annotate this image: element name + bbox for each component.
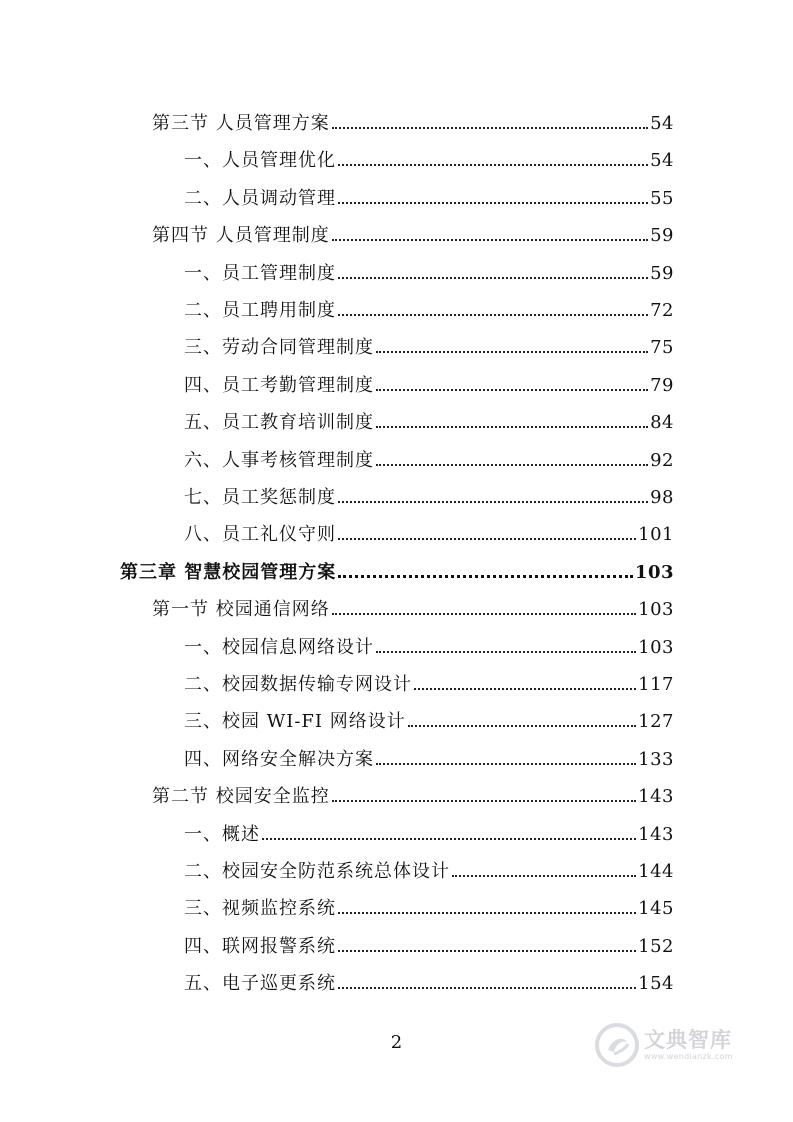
toc-dot-leader: [338, 313, 648, 316]
toc-entry-label: 第一节 校园通信网络: [152, 599, 330, 621]
toc-entry-label: 第四节 人员管理制度: [152, 225, 330, 247]
toc-dot-leader: [376, 650, 636, 653]
toc-entry-page: 72: [650, 300, 674, 321]
toc-dot-leader: [452, 874, 636, 877]
toc-dot-leader: [414, 687, 636, 690]
toc-entry-section[interactable]: [152, 591, 674, 621]
toc-entry-label: 一、人员管理优化: [184, 150, 336, 172]
toc-entry-page: 59: [650, 262, 674, 284]
toc-entry-section[interactable]: [152, 217, 674, 247]
toc-entry-page: 79: [650, 374, 674, 396]
toc-entry-page: 54: [650, 150, 674, 172]
toc-entry-label: 四、员工考勤管理制度: [184, 374, 374, 396]
toc-entry-item[interactable]: [184, 853, 674, 883]
toc-entry-item[interactable]: [184, 965, 674, 995]
toc-entry-page: 143: [638, 823, 674, 845]
toc-entry-page: 154: [638, 973, 674, 995]
toc-entry-item[interactable]: [184, 442, 674, 472]
toc-entry-label: 二、校园数据传输专网设计: [184, 674, 412, 695]
toc-entry-item[interactable]: [184, 666, 674, 696]
toc-entry-item[interactable]: [184, 703, 674, 733]
toc-entry-label: 一、概述: [184, 823, 260, 845]
toc-entry-item[interactable]: [184, 180, 674, 210]
toc-entry-page: 152: [638, 935, 674, 957]
toc-entry-item[interactable]: [184, 367, 674, 397]
toc-entry-page: 144: [638, 861, 674, 882]
toc-entry-item[interactable]: [184, 329, 674, 359]
toc-entry-label: 六、人事考核管理制度: [184, 449, 374, 471]
toc-entry-label: 五、电子巡更系统: [184, 973, 336, 995]
toc-entry-item[interactable]: [184, 292, 674, 322]
toc-entry-item[interactable]: [184, 928, 674, 958]
watermark-logo-icon: [594, 1022, 640, 1068]
toc-dot-leader: [338, 537, 636, 540]
toc-dot-leader: [338, 949, 636, 952]
watermark-brand: 文典智库: [644, 1028, 732, 1052]
toc-entry-label: 一、校园信息网络设计: [184, 636, 374, 658]
toc-entry-section[interactable]: [152, 105, 674, 135]
toc-entry-item[interactable]: [184, 516, 674, 546]
toc-entry-item[interactable]: [184, 629, 674, 659]
toc-dot-leader: [332, 799, 636, 802]
toc-entry-label: 七、员工奖惩制度: [184, 487, 336, 508]
toc-dot-leader: [408, 724, 636, 727]
toc-entry-label: 三、劳动合同管理制度: [184, 337, 374, 359]
toc-dot-leader: [376, 463, 648, 466]
toc-dot-leader: [338, 163, 648, 166]
toc-entry-label: 三、视频监控系统: [184, 898, 336, 920]
page-number: 2: [390, 1032, 403, 1053]
toc-dot-leader: [332, 126, 648, 129]
toc-entry-item[interactable]: [184, 255, 674, 285]
toc-entry-page: 98: [650, 487, 674, 508]
toc-entry-page: 103: [638, 636, 674, 658]
toc-dot-leader: [338, 276, 648, 279]
toc-entry-label: 四、联网报警系统: [184, 935, 336, 957]
watermark: [594, 1018, 764, 1072]
toc-entry-page: 59: [650, 225, 674, 247]
toc-entry-item[interactable]: [184, 142, 674, 172]
toc-dot-leader: [338, 201, 648, 204]
toc-dot-leader: [338, 986, 636, 989]
toc-entry-page: 92: [650, 449, 674, 471]
toc-entry-page: 103: [634, 561, 674, 583]
toc-entry-label: 第二节 校园安全监控: [152, 786, 330, 808]
toc-entry-page: 103: [638, 599, 674, 621]
toc-entry-label: 八、员工礼仪守则: [184, 524, 336, 546]
toc-entry-page: 145: [638, 898, 674, 920]
toc-entry-page: 84: [650, 412, 674, 434]
toc-entry-label: 一、员工管理制度: [184, 262, 336, 284]
toc-entry-label: 第三节 人员管理方案: [152, 113, 330, 134]
toc-entry-page: 133: [638, 748, 674, 770]
toc-entry-page: 101: [638, 524, 674, 546]
toc-entry-label: 二、校园安全防范系统总体设计: [184, 861, 450, 882]
toc-entry-label: 二、人员调动管理: [184, 187, 336, 209]
toc-dot-leader: [376, 762, 636, 765]
toc-entry-label: 四、网络安全解决方案: [184, 748, 374, 770]
toc-entry-chapter[interactable]: [120, 554, 674, 584]
toc-dot-leader: [338, 911, 636, 914]
toc-dot-leader: [376, 425, 648, 428]
toc-entry-page: 54: [650, 113, 674, 134]
toc-entry-item[interactable]: [184, 816, 674, 846]
toc-dot-leader: [338, 574, 633, 578]
toc-dot-leader: [376, 350, 648, 353]
toc-entry-label: 三、校园 WI-FI 网络设计: [184, 711, 406, 733]
toc-entry-label: 第三章 智慧校园管理方案: [120, 561, 337, 583]
toc-dot-leader: [338, 500, 648, 503]
toc-dot-leader: [262, 837, 636, 840]
toc-dot-leader: [332, 612, 636, 615]
toc-entry-page: 127: [638, 711, 674, 733]
toc-entry-page: 75: [650, 337, 674, 359]
toc-entry-item[interactable]: [184, 890, 674, 920]
toc-entry-section[interactable]: [152, 778, 674, 808]
toc-dot-leader: [332, 238, 648, 241]
toc-entry-item[interactable]: [184, 404, 674, 434]
toc-entry-item[interactable]: [184, 479, 674, 509]
toc-entry-page: 117: [638, 674, 674, 695]
toc-entry-item[interactable]: [184, 741, 674, 771]
toc-dot-leader: [376, 388, 648, 391]
toc-entry-page: 143: [638, 786, 674, 808]
toc-entry-label: 二、员工聘用制度: [184, 300, 336, 321]
toc-entry-page: 55: [650, 187, 674, 209]
toc-entry-label: 五、员工教育培训制度: [184, 412, 374, 434]
watermark-url: www.wendianzk.com: [644, 1052, 733, 1061]
